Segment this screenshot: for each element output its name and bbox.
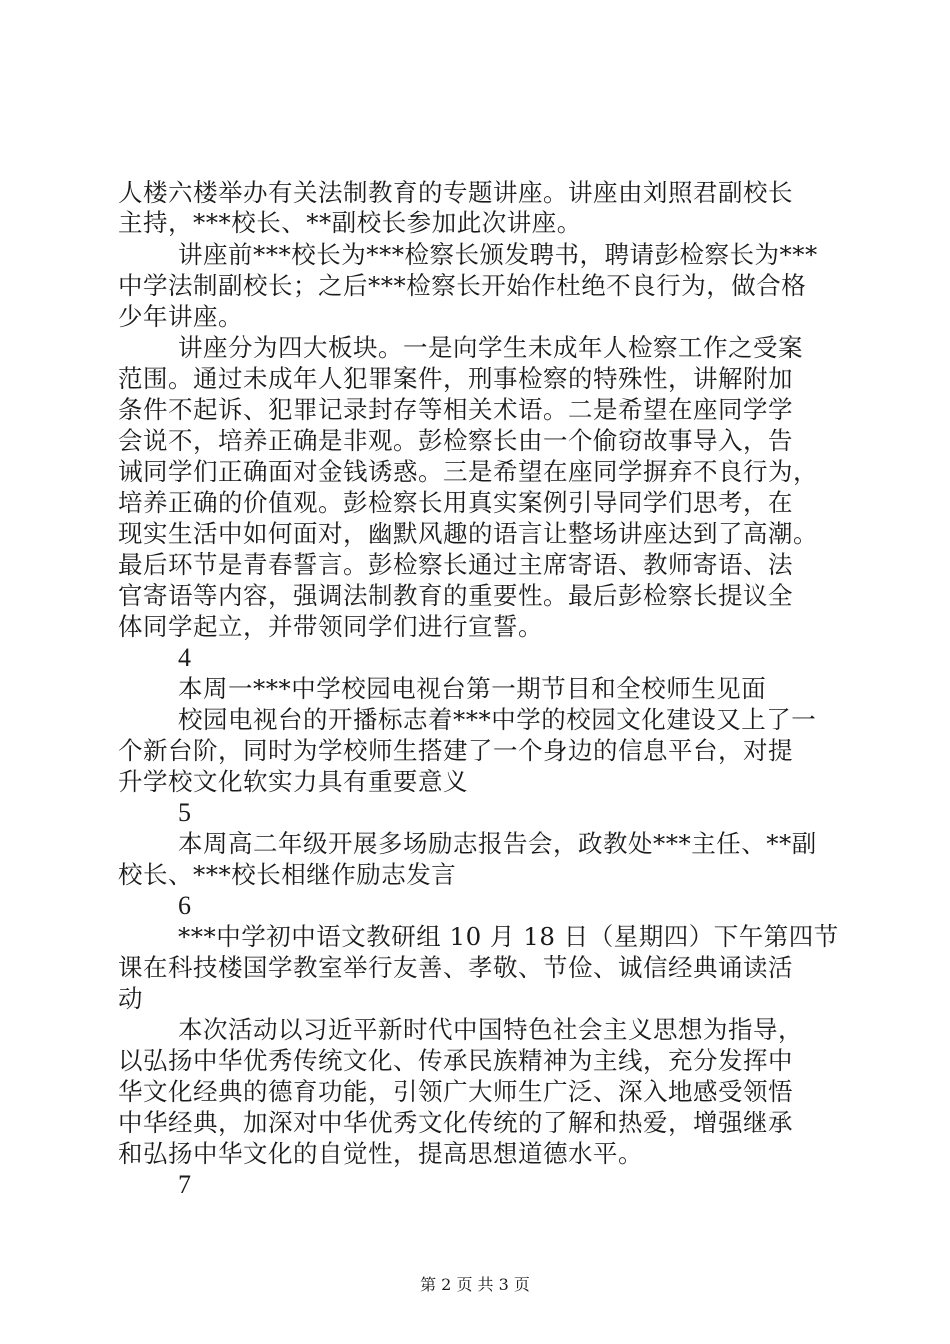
text-line: 中学法制副校长；之后***检察长开始作杜绝不良行为，做合格 — [118, 271, 807, 300]
text-line: 本次活动以习近平新时代中国特色社会主义思想为指导， — [178, 1015, 803, 1044]
text-line: 主持，***校长、**副校长参加此次讲座。 — [118, 208, 582, 237]
section-heading: 本周一***中学校园电视台第一期节目和全校师生见面 — [178, 674, 767, 703]
section-number: 5 — [178, 798, 192, 827]
text-line: 华文化经典的德育功能，引领广大师生广泛、深入地感受领悟 — [118, 1077, 793, 1106]
text-line: 体同学起立，并带领同学们进行宣誓。 — [118, 612, 543, 641]
text-line: 讲座分为四大板块。一是向学生未成年人检察工作之受案 — [178, 333, 803, 362]
text-line: 培养正确的价值观。彭检察长用真实案例引导同学们思考，在 — [118, 488, 793, 517]
text-line: 会说不，培养正确是非观。彭检察长由一个偷窃故事导入，告 — [118, 426, 793, 455]
text-line: 现实生活中如何面对，幽默风趣的语言让整场讲座达到了高潮。 — [118, 519, 818, 548]
text-line: 讲座前***校长为***检察长颁发聘书，聘请彭检察长为*** — [178, 240, 818, 269]
text-line: 和弘扬中华文化的自觉性，提高思想道德水平。 — [118, 1139, 643, 1168]
text-line: 课在科技楼国学教室举行友善、孝敬、节俭、诚信经典诵读活 — [118, 953, 793, 982]
text-line: 动 — [118, 984, 143, 1013]
page-footer: 第 2 页 共 3 页 — [420, 1275, 530, 1294]
text-line: 校园电视台的开播标志着***中学的校园文化建设又上了一 — [178, 705, 817, 734]
text-line: 以弘扬中华优秀传统文化、传承民族精神为主线，充分发挥中 — [118, 1046, 793, 1075]
text-line: 最后环节是青春誓言。彭检察长通过主席寄语、教师寄语、法 — [118, 550, 793, 579]
text-line: 校长、***校长相继作励志发言 — [118, 860, 457, 889]
text-line: 升学校文化软实力具有重要意义 — [118, 767, 468, 796]
section-number: 4 — [178, 643, 192, 672]
section-heading: ***中学初中语文教研组 10 月 18 日（星期四）下午第四节 — [178, 922, 839, 951]
section-heading: 本周高二年级开展多场励志报告会，政教处***主任、**副 — [178, 829, 817, 858]
text-line: 个新台阶，同时为学校师生搭建了一个身边的信息平台，对提 — [118, 736, 793, 765]
text-line: 官寄语等内容，强调法制教育的重要性。最后彭检察长提议全 — [118, 581, 793, 610]
text-line: 人楼六楼举办有关法制教育的专题讲座。讲座由刘照君副校长 — [118, 178, 793, 207]
text-line: 条件不起诉、犯罪记录封存等相关术语。二是希望在座同学学 — [118, 395, 793, 424]
text-line: 诫同学们正确面对金钱诱惑。三是希望在座同学摒弃不良行为， — [118, 457, 818, 486]
text-line: 中华经典，加深对中华优秀文化传统的了解和热爱，增强继承 — [118, 1108, 793, 1137]
section-number: 7 — [178, 1170, 192, 1199]
section-number: 6 — [178, 891, 192, 920]
text-line: 范围。通过未成年人犯罪案件，刑事检察的特殊性，讲解附加 — [118, 364, 793, 393]
text-line: 少年讲座。 — [118, 302, 243, 331]
